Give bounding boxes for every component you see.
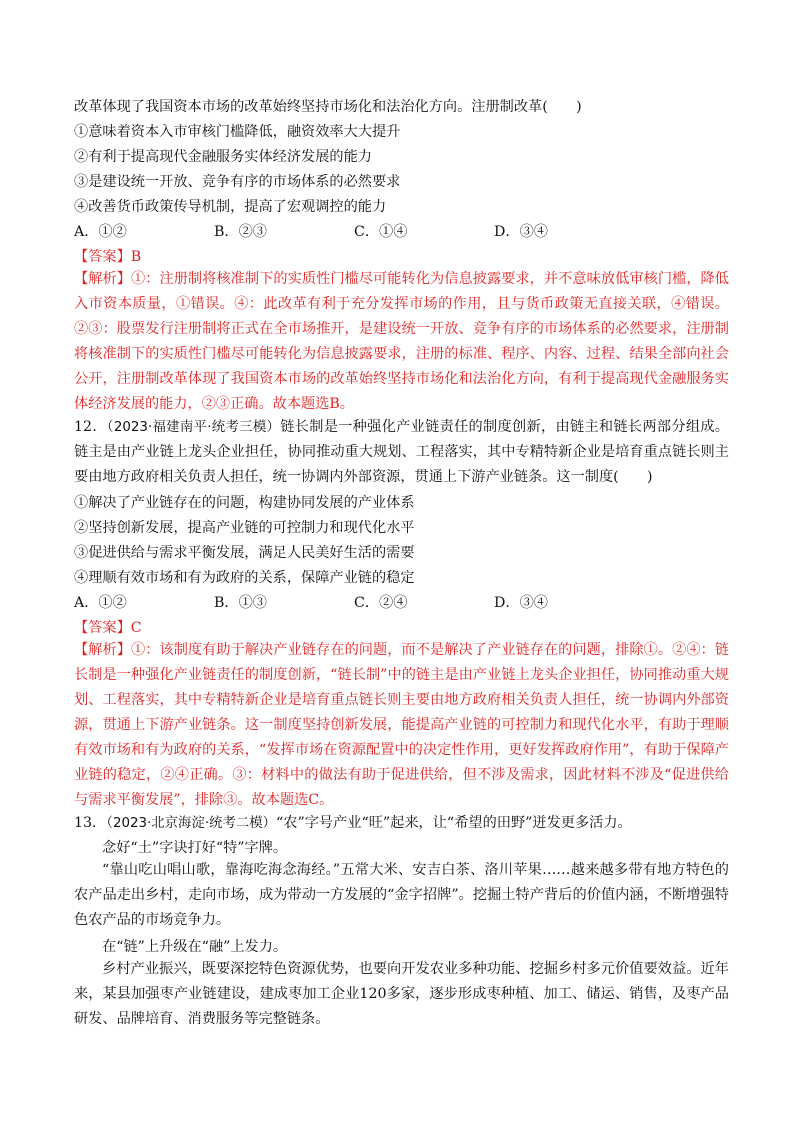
q12-answer-value: C	[130, 620, 142, 636]
q12-option-c: C．②④	[354, 595, 408, 611]
q11-option-d: D．③④	[494, 224, 548, 240]
q13-paragraph-2: 乡村产业振兴，既要深挖特色资源优势，也要向开发农业多种功能、挖掘乡村多元价值要效益。近年来，某县加强枣产业链建设，建成枣加工企业120多家，逐步形成枣种植、加工、储运、销售，及枣产品研发、品牌培育、消费服务等完整链条。	[74, 961, 729, 1027]
q11-analysis-text: ①：注册制将核准制下的实质性门槛尽可能转化为信息披露要求，并不意味放低审核门槛，降低入市资本质量，①错误。④：此改革有利于充分发挥市场的作用，且与货币政策无直接关联，④错误。②③：股票发行注册制将正式在全市场推开，是建设统一开放、竞争有序的市场体系的必然要求，注册制将核准制下的实质性门槛尽可能转化为信息披露要求，注册的标准、程序、内容、过程、结果全部向社会公开，注册制改革体现了我国资本市场的改革始终坚持市场化和法治化方向，有利于提高现代金融服务实体经济发展的能力，②③正确。故本题选B。	[74, 271, 729, 412]
q13-title: “农”字号产业“旺”起来，让“希望的田野”迸发更多活力。	[276, 815, 632, 831]
q11-answer-label: 【答案】	[74, 249, 131, 265]
q12-stem-text: 链长制是一种强化产业链责任的制度创新，由链主和链长两部分组成。链主是由产业链上龙头企业担任，协同推动重大规划、工程落实，其中专精特新企业是培育重点链长则主要由地方政府相关负责人担任，统一协调内外部资源，贯通上下游产业链条。这一制度( )	[74, 419, 729, 485]
q12-item-4: ④理顺有效市场和有为政府的关系，保障产业链的稳定	[74, 570, 415, 586]
q13-title-line	[74, 812, 632, 832]
q11-item-2: ②有利于提高现代金融服务实体经济发展的能力	[74, 149, 372, 165]
q13-source: （2023·北京海淀·统考二模）	[106, 816, 277, 831]
q12-option-a: A．①②	[74, 595, 127, 611]
q11-answer-value: B	[130, 249, 142, 265]
q11-analysis-label: 【解析】	[74, 271, 131, 287]
q12-analysis-label: 【解析】	[74, 642, 131, 658]
q13-heading-2: 在“链”上升级在“融”上发力。	[102, 939, 288, 955]
q11-answer	[74, 246, 141, 266]
q12-option-d: D．③④	[494, 595, 548, 611]
q11-item-1: ①意味着资本入市审核门槛降低，融资效率大大提升	[74, 124, 401, 140]
q12-item-1: ①解决了产业链存在的问题，构建协同发展的产业体系	[74, 495, 415, 511]
q12-item-2: ②坚持创新发展，提高产业链的可控制力和现代化水平	[74, 520, 415, 536]
q11-option-a: A．①②	[74, 224, 127, 240]
q12-number: 12．	[74, 419, 107, 435]
q12-answer-label: 【答案】	[74, 620, 131, 636]
q13-number: 13．	[74, 815, 107, 831]
q11-option-c: C．①④	[354, 224, 408, 240]
q12-stem	[74, 415, 729, 490]
q12-option-b: B．①③	[214, 595, 267, 611]
q12-analysis-text: ①：该制度有助于解决产业链存在的问题，而不是解决了产业链存在的问题，排除①。②④：链长制是一种强化产业链责任的制度创新，“链长制”中的链主是由产业链上龙头企业担任，协同推动重大规划、工程落实，其中专精特新企业是培育重点链长则主要由地方政府相关负责人担任，统一协调内外部资源，贯通上下游产业链条。这一制度坚持创新发展，能提高产业链的可控制力和现代化水平，有助于理顺有效市场和有为政府的关系，“发挥市场在资源配置中的决定性作用，更好发挥政府作用”，有助于保障产业链的稳定，②④正确。③：材料中的做法有助于促进供给，但不涉及需求，因此材料不涉及“促进供给与需求平衡发展”，排除③。故本题选C。	[74, 642, 729, 808]
q12-answer	[74, 617, 142, 637]
q11-analysis	[74, 267, 729, 417]
q11-stem-tail: 改革体现了我国资本市场的改革始终坚持市场化和法治化方向。注册制改革( )	[74, 99, 582, 115]
q13-heading-1: 念好“土”字诀打好“特”字牌。	[102, 840, 288, 856]
q12-source: （2023·福建南平·统考三模）	[106, 420, 281, 435]
q11-option-b: B．②③	[214, 224, 267, 240]
q12-item-3: ③促进供给与需求平衡发展，满足人民美好生活的需要	[74, 545, 415, 561]
q12-analysis	[74, 638, 729, 813]
q11-item-3: ③是建设统一开放、竞争有序的市场体系的必然要求	[74, 174, 401, 190]
q13-paragraph-1: “靠山吃山唱山歌，靠海吃海念海经。”五常大米、安吉白茶、洛川苹果……越来越多带有地方特色的农产品走出乡村，走向市场，成为带动一方发展的“金字招牌”。挖掘土特产背后的价值内涵，不断增强特色农产品的市场竞争力。	[74, 862, 729, 928]
q11-item-4: ④改善货币政策传导机制，提高了宏观调控的能力	[74, 199, 387, 215]
